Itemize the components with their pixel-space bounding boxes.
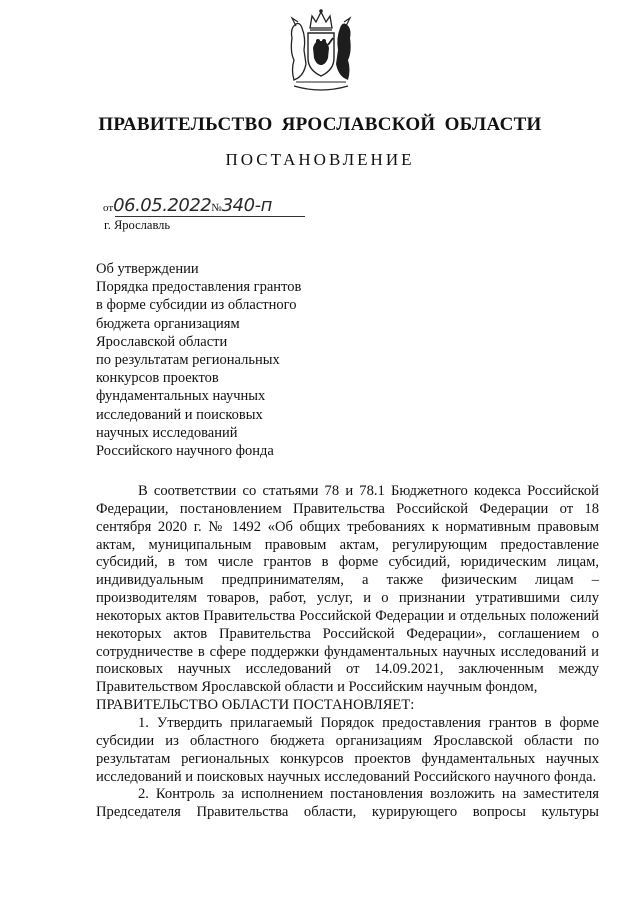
item-paragraph: 2. Контроль за исполнением постановления возложить на заместителя Председателя Правительства области, курирующего вопросы культуры: [96, 786, 599, 821]
subject-line: по результатам региональных: [96, 352, 280, 369]
subject-line: исследований и поисковых: [96, 406, 263, 423]
item-paragraph: 1. Утвердить прилагаемый Порядок предоставления грантов в форме субсидии из областного бюджета организациям Ярославской области по результатам региональных конкурсов проектов фундаментальных научных исследований и поисковых научных исследований Российского научного фонда.: [96, 714, 599, 785]
yaroslavl-coat-of-arms-bear-icon: [282, 8, 360, 98]
document-body: [96, 483, 599, 822]
subject-line: в форме субсидии из областного: [96, 297, 297, 314]
subject-line: Ярославской области: [96, 333, 228, 350]
subject-line: конкурсов проектов: [96, 370, 219, 387]
date-prefix: от: [103, 202, 114, 214]
subject-line: Об утверждении: [96, 261, 199, 277]
subject-block: [96, 260, 356, 460]
subject-line: Российского научного фонда: [96, 443, 274, 460]
registration-underline: [115, 216, 305, 217]
registration-line: [103, 195, 272, 216]
document-number: 340-п: [221, 195, 272, 216]
document-date: 06.05.2022: [113, 195, 212, 216]
number-prefix: №: [211, 202, 222, 214]
subject-line: научных исследований: [96, 424, 238, 441]
city: г. Ярославль: [104, 218, 171, 232]
resolve-heading: ПРАВИТЕЛЬСТВО ОБЛАСТИ ПОСТАНОВЛЯЕТ:: [96, 697, 415, 714]
subject-line: фундаментальных научных: [96, 388, 266, 405]
document-type: ПОСТАНОВЛЕНИЕ: [225, 150, 415, 169]
government-title: ПРАВИТЕЛЬСТВО ЯРОСЛАВСКОЙ ОБЛАСТИ: [98, 114, 542, 135]
subject-line: бюджета организациям: [96, 315, 240, 332]
preamble-paragraph: В соответствии со статьями 78 и 78.1 Бюджетного кодекса Российской Федерации, постановлением Правительства Российской Федерации от 18 сентября 2020 г. № 1492 «Об общих требованиях к нормативным правовым актам, муниципальным правовым актам, регулирующим предоставление субсидий, в том числе грантов в форме субсидий, юридическим лицам, индивидуальным предпринимателям, а также физическим лицам – производителям товаров, работ, услуг, и о признании утратившими силу некоторых актов Правительства Российской Федерации и отдельных положений некоторых актов Правительства Российской Федерации», соглашением о сотрудничестве в сфере поддержки фундаментальных научных исследований и поисковых научных исследований от 14.09.2021, заключенным между Правительством Ярославской области и Российским научным фондом,: [96, 483, 599, 696]
subject-line: Порядка предоставления грантов: [96, 279, 302, 296]
